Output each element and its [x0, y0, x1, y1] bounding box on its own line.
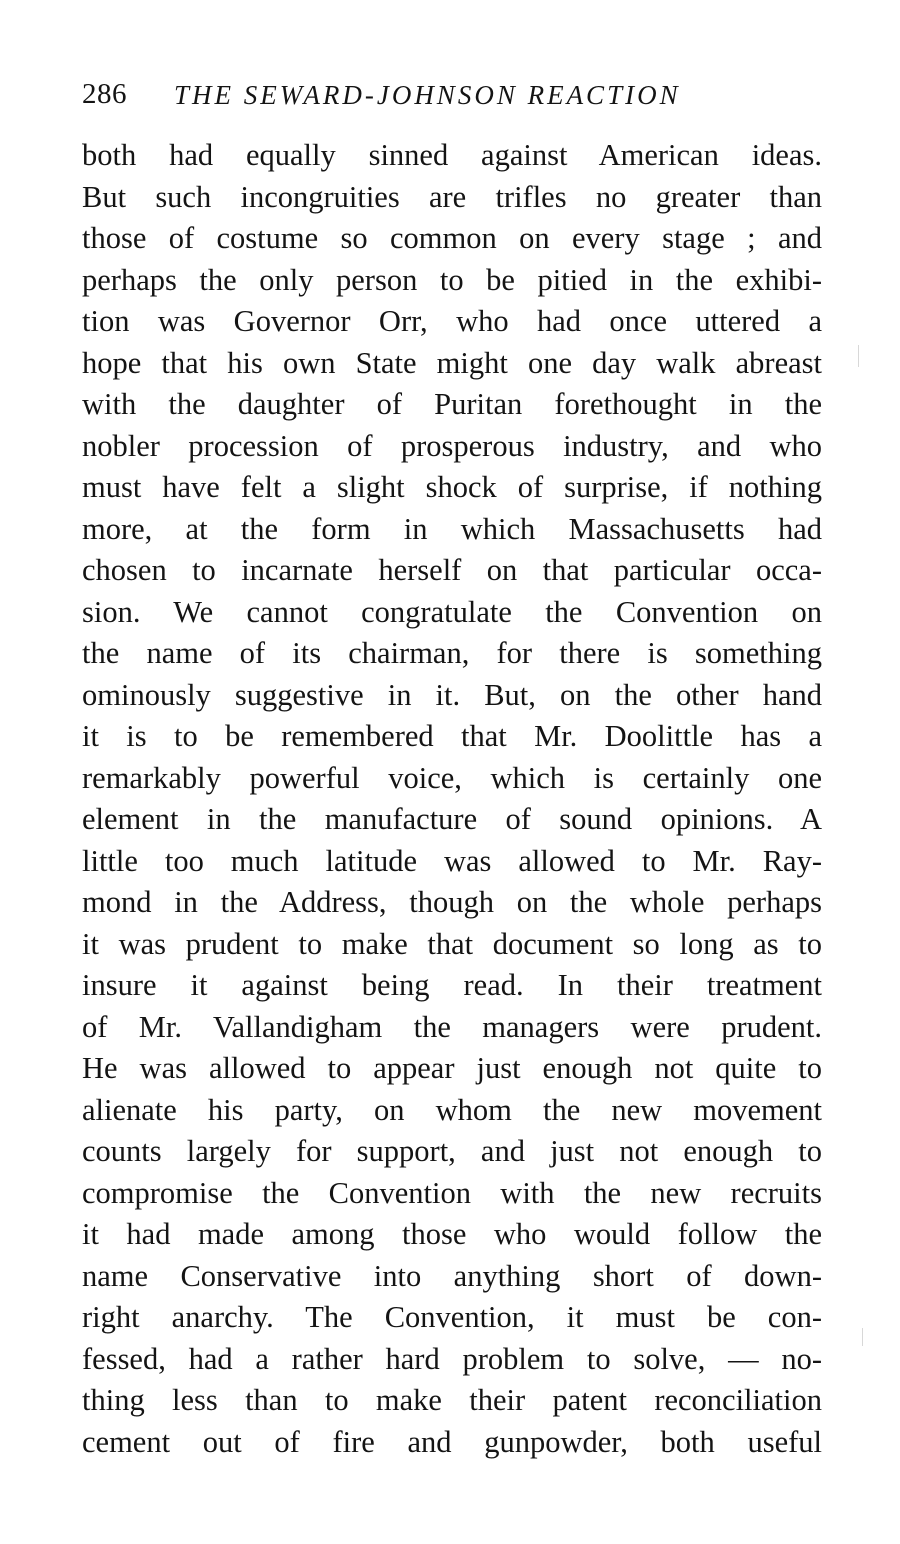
- text-line-7: with the daughter of Puritan forethought in the: [82, 387, 822, 421]
- text-line-20: it was prudent to make that document so long as to: [82, 926, 822, 961]
- text-line-14: ominously suggestive in it. But, on the other hand: [82, 677, 822, 712]
- text-line-24: alienate his party, on whom the new movement: [82, 1092, 822, 1127]
- text-line-25: counts largely for support, and just not enough to: [82, 1134, 822, 1168]
- text-line-12: sion. We cannot congratulate the Convention on: [82, 594, 822, 629]
- text-line-9: must have felt a slight shock of surprise, if nothing: [82, 470, 822, 504]
- running-head: THE SEWARD-JOHNSON REACTION: [174, 80, 681, 110]
- text-line-16: remarkably powerful voice, which is certainly one: [82, 760, 822, 795]
- text-line-30: fessed, had a rather hard problem to solve, — no-: [82, 1341, 822, 1376]
- text-line-8: nobler procession of prosperous industry, and who: [82, 428, 822, 463]
- text-line-6: hope that his own State might one day walk abreast: [82, 345, 822, 380]
- text-line-3: those of costume so common on every stage ; and: [82, 221, 822, 255]
- text-line-1: both had equally sinned against American ideas.: [82, 138, 822, 172]
- text-line-5: tion was Governor Orr, who had once uttered a: [82, 304, 822, 338]
- page-header: [82, 72, 822, 116]
- text-line-21: insure it against being read. In their treatment: [82, 968, 822, 1002]
- text-line-11: chosen to incarnate herself on that particular occa-: [82, 553, 822, 587]
- margin-scan-mark: [862, 1328, 863, 1346]
- text-line-4: perhaps the only person to be pitied in the exhibi-: [82, 262, 822, 297]
- margin-scan-mark: [858, 345, 859, 367]
- text-line-28: name Conservative into anything short of down-: [82, 1258, 822, 1293]
- text-line-26: compromise the Convention with the new recruits: [82, 1175, 822, 1210]
- text-line-10: more, at the form in which Massachusetts had: [82, 511, 822, 546]
- text-line-13: the name of its chairman, for there is something: [82, 636, 822, 670]
- text-line-22: of Mr. Vallandigham the managers were prudent.: [82, 1009, 822, 1044]
- text-line-27: it had made among those who would follow the: [82, 1217, 822, 1251]
- text-line-32: cement out of fire and gunpowder, both useful: [82, 1424, 822, 1459]
- text-line-23: He was allowed to appear just enough not quite to: [82, 1051, 822, 1085]
- text-line-18: little too much latitude was allowed to Mr. Ray-: [82, 843, 822, 878]
- text-line-2: But such incongruities are trifles no greater than: [82, 179, 822, 214]
- text-line-15: it is to be remembered that Mr. Doolittle has a: [82, 719, 822, 753]
- page-number: 286: [82, 78, 127, 110]
- text-line-17: element in the manufacture of sound opinions. A: [82, 802, 822, 836]
- text-line-29: right anarchy. The Convention, it must be con-: [82, 1300, 822, 1334]
- body-text: [82, 135, 822, 1463]
- text-line-19: mond in the Address, though on the whole perhaps: [82, 885, 822, 919]
- text-line-31: thing less than to make their patent reconciliation: [82, 1383, 822, 1417]
